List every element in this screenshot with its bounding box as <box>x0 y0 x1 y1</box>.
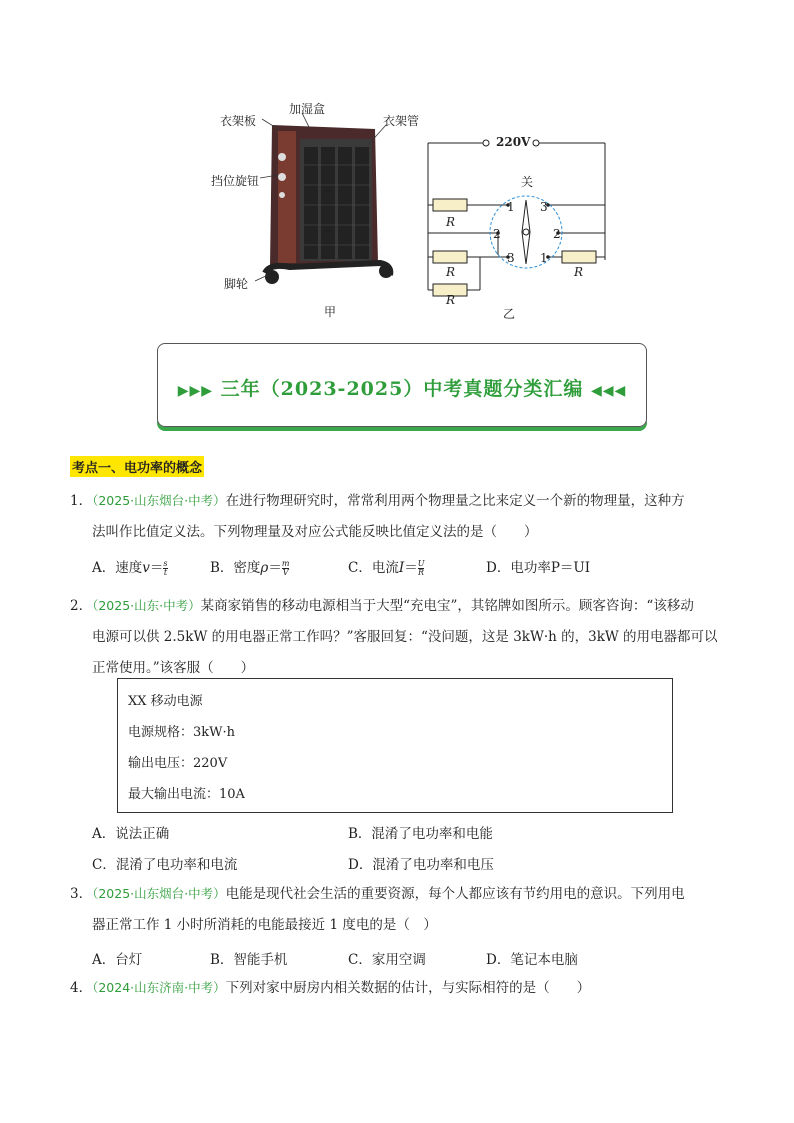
q1-option-b[interactable]: B．密度ρ＝ $\frac{m}{V}$ <box>210 559 290 577</box>
q4-text-line1: 下列对家中厨房内相关数据的估计，与实际相符的是（ ） <box>225 980 591 996</box>
q2-text-line2: 电源可以供 2.5kW 的用电器正常工作吗？”客服回复：“没问题，这是 3kW·h 的，3kW 的用电器都可以 <box>92 629 718 645</box>
label-terminal-2-left: 2 <box>493 227 501 241</box>
q3-option-c[interactable]: C．家用空调 <box>348 952 426 968</box>
heater-image <box>265 125 393 284</box>
label-r2: R <box>446 265 456 279</box>
q1-option-a-num: s <box>163 559 168 568</box>
nameplate-line-1: XX 移动电源 <box>128 694 203 709</box>
q1-option-a-var: v <box>142 560 150 576</box>
q3-option-d[interactable]: D．笔记本电脑 <box>486 952 578 968</box>
q1-option-c[interactable]: C．电流I＝ $\frac{U}{R}$ <box>348 559 425 577</box>
q1-option-c-den: R <box>418 568 425 577</box>
q1-option-d[interactable]: D．电功率P＝UI <box>486 560 591 576</box>
label-wheel: 脚轮 <box>224 277 249 291</box>
q2-option-c[interactable]: C．混淆了电功率和电流 <box>92 857 238 873</box>
q1-option-b-var: ρ <box>260 560 269 576</box>
label-knob: 挡位旋钮 <box>211 174 260 188</box>
power-bank-nameplate <box>117 678 673 813</box>
q1-option-b-frac <box>282 560 290 577</box>
title-banner <box>157 343 647 427</box>
question-3 <box>70 878 730 941</box>
label-terminal-2-right: 2 <box>553 227 561 241</box>
q1-number: 1． <box>70 493 93 509</box>
q4-number: 4． <box>70 980 93 996</box>
q1-option-c-label: C．电流 <box>348 560 399 576</box>
label-voltage: 220V <box>496 135 531 149</box>
q1-option-a[interactable]: A．速度v＝ $\frac{s}{t}$ <box>92 559 168 577</box>
q2-number: 2． <box>70 598 93 614</box>
banner-title: 三年（2023-2025）中考真题分类汇编 <box>220 378 584 400</box>
q2-text-line1: 某商家销售的移动电源相当于大型“充电宝”，其铭牌如图所示。顾客咨询：“该移动 <box>200 598 694 614</box>
q1-option-c-num: U <box>417 559 425 568</box>
question-4 <box>70 972 730 1004</box>
q1-option-a-frac <box>163 560 167 577</box>
label-terminal-3-left: 3 <box>507 251 515 265</box>
section-heading: 考点一、电功率的概念 <box>70 456 204 477</box>
banner-title-row <box>158 374 646 401</box>
label-r4: R <box>574 265 584 279</box>
q1-source: （2025·山东烟台·中考） <box>92 493 226 508</box>
q1-option-b-num: m <box>281 559 290 568</box>
q2-option-b[interactable]: B．混淆了电功率和电能 <box>348 826 493 842</box>
q2-option-a[interactable]: A．说法正确 <box>92 826 170 842</box>
q4-source: （2024·山东济南·中考） <box>92 980 226 995</box>
q2-source: （2025·山东·中考） <box>92 598 201 613</box>
q3-option-a[interactable]: A．台灯 <box>92 952 143 968</box>
nameplate-line-3: 输出电压：220V <box>128 756 228 771</box>
q2-option-d[interactable]: D．混淆了电功率和电压 <box>348 857 494 873</box>
label-r3: R <box>446 293 456 307</box>
q3-option-b[interactable]: B．智能手机 <box>210 952 288 968</box>
nameplate-line-4: 最大输出电流：10A <box>128 787 245 802</box>
q1-text-line1: 在进行物理研究时，常常利用两个物理量之比来定义一个新的物理量，这种方 <box>225 493 685 509</box>
q3-number: 3． <box>70 886 93 902</box>
label-yi: 乙 <box>503 307 516 321</box>
label-terminal-1-right: 1 <box>540 251 548 265</box>
q2-text-line3: 正常使用。”该客服（ ） <box>92 660 255 676</box>
heater-circuit-figure <box>200 95 620 325</box>
label-jia: 甲 <box>324 305 337 319</box>
q3-source: （2025·山东烟台·中考） <box>92 886 226 901</box>
banner-arrows-right-icon: ◀◀◀ <box>590 383 627 399</box>
q1-text-line2: 法叫作比值定义法。下列物理量及对应公式能反映比值定义法的是（ ） <box>92 524 538 540</box>
label-terminal-3-right: 3 <box>540 200 548 214</box>
label-humidifier: 加湿盒 <box>289 102 326 116</box>
q3-text-line2: 器正常工作 1 小时所消耗的电能最接近 1 度电的是（ ） <box>92 917 437 933</box>
label-rack-board: 衣架板 <box>220 114 257 128</box>
question-1 <box>70 485 730 548</box>
q1-option-a-den: t <box>163 568 168 577</box>
label-rack-tube: 衣架管 <box>383 114 420 128</box>
nameplate-line-2: 电源规格：3kW·h <box>128 725 236 740</box>
label-terminal-1-left: 1 <box>507 200 515 214</box>
q1-option-c-frac <box>418 560 425 577</box>
q1-option-b-den: V <box>282 568 289 577</box>
q3-text-line1: 电能是现代社会生活的重要资源，每个人都应该有节约用电的意识。下列用电 <box>225 886 685 902</box>
label-switch: 关 <box>521 175 534 189</box>
question-2 <box>70 590 730 684</box>
label-r1: R <box>446 215 456 229</box>
q1-option-b-label: B．密度 <box>210 560 261 576</box>
banner-arrows-left-icon: ▶▶▶ <box>177 383 214 399</box>
q1-option-a-label: A．速度 <box>92 560 143 576</box>
q1-option-c-var: I <box>398 560 405 576</box>
